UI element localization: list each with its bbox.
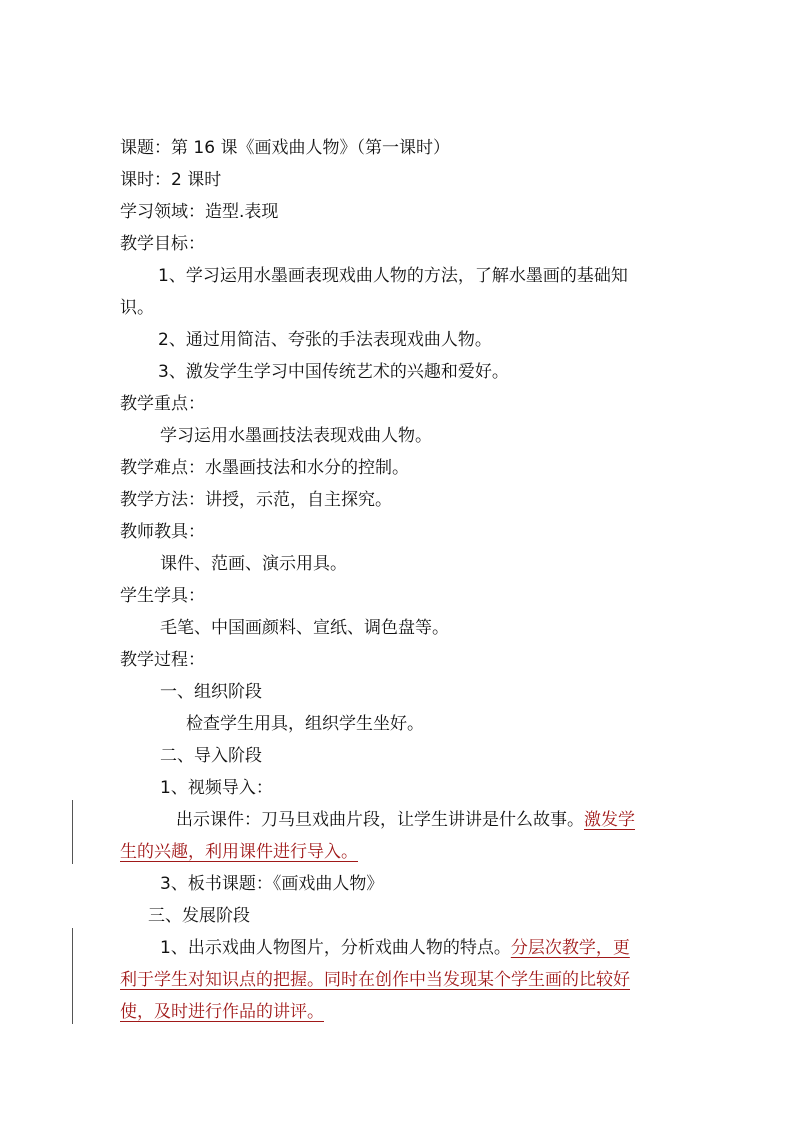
revision-text: 分层次教学，更 (510, 938, 630, 958)
board-title: 3、板书课题：《画戏曲人物》 (160, 874, 384, 894)
stage-1-heading: 一、组织阶段 (160, 682, 262, 702)
key-point-label: 教学重点： (120, 394, 205, 414)
teacher-tools-label: 教师教具： (120, 522, 205, 542)
teaching-method: 教学方法：讲授，示范，自主探究。 (120, 490, 392, 510)
revision-text: 激发学 (584, 810, 635, 830)
teacher-tools: 课件、范画、演示用具。 (160, 554, 347, 574)
development-text: 1、出示戏曲人物图片，分析戏曲人物的特点。 (160, 938, 511, 958)
goal-3: 3、激发学生学习中国传统艺术的兴趣和爱好。 (158, 362, 509, 382)
difficulty: 教学难点：水墨画技法和水分的控制。 (120, 458, 409, 478)
stage-1-text: 检查学生用具，组织学生坐好。 (186, 714, 424, 734)
key-point: 学习运用水墨画技法表现戏曲人物。 (160, 426, 432, 446)
revision-text: 生的兴趣，利用课件进行导入。 (120, 842, 358, 862)
learning-domain: 学习领域：造型.表现 (120, 202, 279, 222)
development-1-text (160, 937, 720, 959)
revision-text: 使，及时进行作品的讲评。 (120, 1002, 324, 1022)
goal-1-line-a: 1、学习运用水墨画表现戏曲人物的方法，了解水墨画的基础知 (158, 266, 628, 286)
video-intro-heading: 1、视频导入： (160, 778, 273, 798)
development-1-text-end (120, 1001, 680, 1023)
goal-1-line-b: 识。 (120, 298, 154, 318)
process-label: 教学过程： (120, 650, 205, 670)
revision-bar (72, 928, 73, 1024)
stage-3-heading: 三、发展阶段 (148, 906, 250, 926)
stage-2-heading: 二、导入阶段 (160, 746, 262, 766)
goals-label: 教学目标： (120, 234, 205, 254)
video-intro-text-cont (120, 841, 680, 863)
goal-2: 2、通过用简洁、夸张的手法表现戏曲人物。 (158, 330, 492, 350)
video-intro-text (176, 809, 736, 831)
revision-text: 利于学生对知识点的把握。同时在创作中当发现某个学生画的比较好 (120, 970, 630, 990)
student-tools: 毛笔、中国画颜料、宣纸、调色盘等。 (160, 618, 449, 638)
lesson-hours: 课时：2 课时 (120, 170, 222, 190)
development-1-text-cont (120, 969, 680, 991)
video-text: 出示课件：刀马旦戏曲片段，让学生讲讲是什么故事。 (176, 810, 584, 830)
revision-bar (72, 800, 73, 864)
lesson-title: 课题：第 16 课《画戏曲人物》（第一课时） (120, 138, 450, 158)
student-tools-label: 学生学具： (120, 586, 205, 606)
